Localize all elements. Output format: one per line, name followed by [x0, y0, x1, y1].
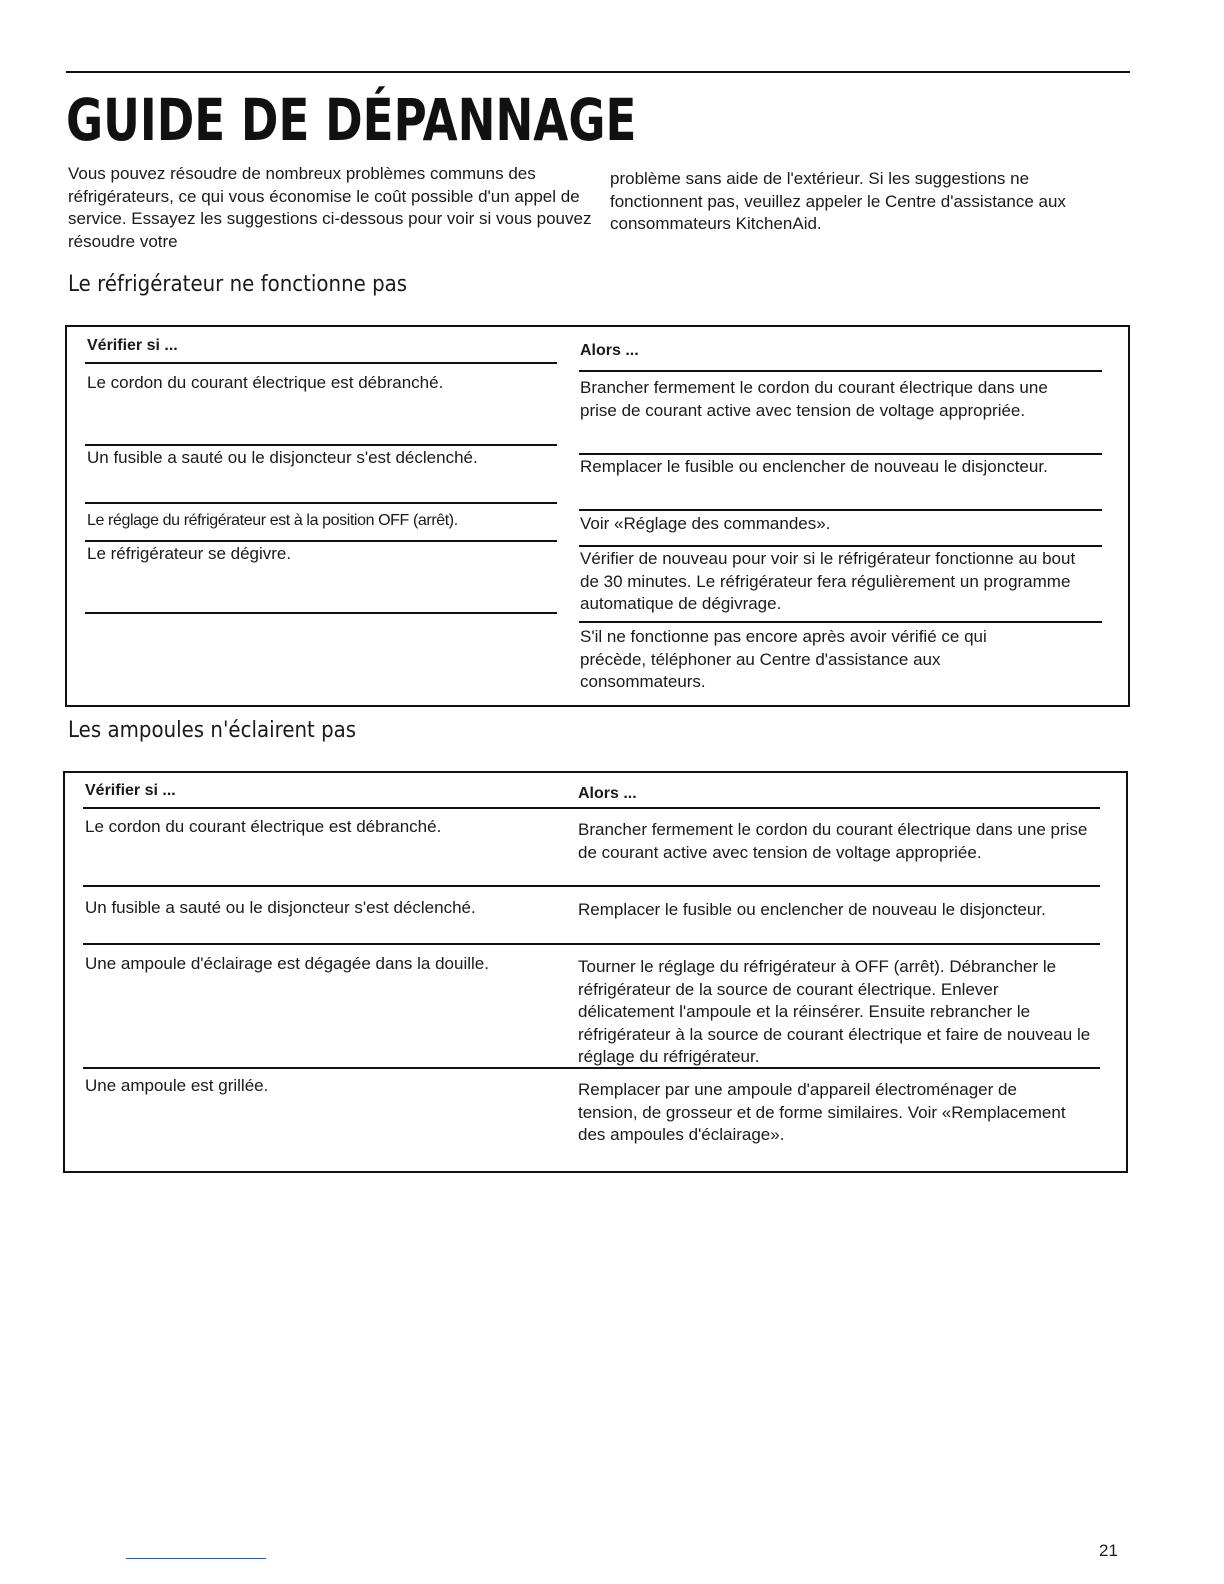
row-divider — [85, 502, 557, 504]
top-rule — [66, 71, 1130, 73]
page-title: GUIDE DE DÉPANNAGE — [66, 86, 637, 154]
row-then: Brancher fermement le cordon du courant électrique dans une prise de courant active avec tension de voltage appropriée. — [580, 378, 1048, 420]
row-divider — [579, 509, 1102, 511]
table-not-running — [65, 325, 1130, 707]
row-then: Vérifier de nouveau pour voir si le réfrigérateur fonctionne au bout de 30 minutes. Le réfrigérateur fera régulièrement un programme automatique de dégivrage. — [580, 549, 1076, 613]
footer-rule — [126, 1558, 266, 1559]
row-then: Remplacer le fusible ou enclencher de nouveau le disjoncteur. — [578, 900, 1046, 919]
header-then: Alors ... — [580, 342, 639, 359]
header-then: Alors ... — [578, 785, 637, 802]
row-divider — [579, 621, 1102, 623]
row-check: Le cordon du courant électrique est débranché. — [85, 817, 442, 836]
row-divider — [579, 545, 1102, 547]
row-check: Le réfrigérateur se dégivre. — [87, 544, 292, 563]
row-then: S'il ne fonctionne pas encore après avoir vérifié ce qui précède, téléphoner au Centre d'assistance aux consommateurs. — [580, 627, 987, 691]
row-divider — [85, 612, 557, 614]
row-check: Un fusible a sauté ou le disjoncteur s'est déclenché. — [87, 448, 478, 467]
row-check: Un fusible a sauté ou le disjoncteur s'est déclenché. — [85, 898, 476, 917]
row-then: Remplacer le fusible ou enclencher de nouveau le disjoncteur. — [580, 457, 1048, 476]
intro-left: Vous pouvez résoudre de nombreux problèmes communs des réfrigérateurs, ce qui vous économise le coût possible d'un appel de service. Essayez les suggestions ci-dessous pour voir si vous pouvez résoudre votre — [68, 164, 592, 251]
table-bulbs — [63, 771, 1128, 1173]
row-then: Brancher fermement le cordon du courant électrique dans une prise de courant active avec tension de voltage appropriée. — [578, 820, 1088, 862]
section-title-bulbs: Les ampoules n'éclairent pas — [68, 718, 357, 743]
row-check: Une ampoule d'éclairage est dégagée dans la douille. — [85, 954, 489, 973]
row-then: Voir «Réglage des commandes». — [580, 514, 831, 533]
row-check: Le cordon du courant électrique est débranché. — [87, 373, 444, 392]
row-divider — [85, 444, 557, 446]
row-then: Tourner le réglage du réfrigérateur à OFF (arrêt). Débrancher le réfrigérateur de la source de courant électrique. Enlever délicatement l'ampoule et la réinsérer. Ensuite rebrancher le réfrigérateur à la source de courant électrique et faire de nouveau le réglage du réfrigérateur. — [578, 957, 1091, 1066]
row-then: Remplacer par une ampoule d'appareil électroménager de tension, de grosseur et de forme similaires. Voir «Remplacement des ampoules d'éclairage». — [578, 1080, 1066, 1144]
intro-right: problème sans aide de l'extérieur. Si les suggestions ne fonctionnent pas, veuillez appeler le Centre d'assistance aux consommateurs KitchenAid. — [610, 169, 1066, 233]
header-check: Vérifier si ... — [87, 337, 178, 354]
header-divider-right — [579, 370, 1102, 372]
row-divider — [85, 540, 557, 542]
row-divider — [83, 1067, 1100, 1069]
row-divider — [83, 943, 1100, 945]
section-title-not-running: Le réfrigérateur ne fonctionne pas — [68, 272, 408, 297]
header-divider — [83, 807, 1100, 809]
row-check: Une ampoule est grillée. — [85, 1076, 269, 1095]
header-check: Vérifier si ... — [85, 782, 176, 799]
row-divider — [579, 453, 1102, 455]
header-divider-left — [85, 362, 557, 364]
row-divider — [83, 885, 1100, 887]
page-number: 21 — [1099, 1541, 1118, 1560]
row-check: Le réglage du réfrigérateur est à la position OFF (arrêt). — [87, 512, 458, 529]
